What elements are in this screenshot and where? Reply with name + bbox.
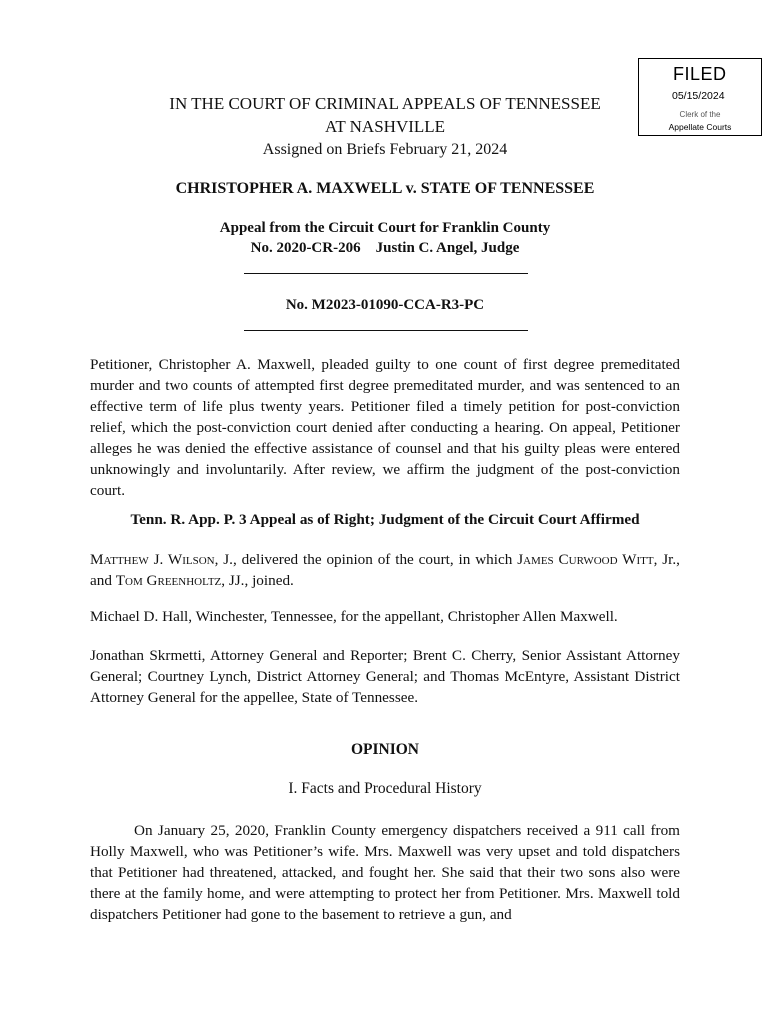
filed-date: 05/15/2024 [672, 90, 725, 102]
courts-label: Appellate Courts [668, 122, 732, 132]
opinion-heading: OPINION [350, 741, 420, 758]
clerk-label: Clerk of the [679, 110, 721, 119]
divider-top [244, 273, 528, 274]
section-heading: I. Facts and Procedural History [288, 780, 482, 797]
court-location: AT NASHVILLE [324, 117, 446, 136]
filed-label: FILED [673, 64, 727, 84]
assigned-date: Assigned on Briefs February 21, 2024 [262, 141, 508, 158]
opinion-author-paragraph: Matthew J. Wilson, J., delivered the opinion of the court, in which James Curwood Witt, Jr., and Tom Greenholtz, JJ., joined. [90, 551, 680, 589]
counsel-appellant: Michael D. Hall, Winchester, Tennessee, for the appellant, Christopher Allen Maxwell. [90, 608, 618, 625]
docket-number: No. M2023-01090-CCA-R3-PC [285, 297, 485, 313]
summary-paragraph: Petitioner, Christopher A. Maxwell, pleaded guilty to one count of first degree premeditated murder and two counts of attempted first degree premeditated murder, and was sentenced to an effective term of life plus twenty years. Petitioner filed a timely petition for post-conviction relief, which the post-conviction court denied after conducting a hearing. On appeal, Petitioner alleges he was denied the effective assistance of counsel and that his guilty pleas were entered unknowingly and involuntarily. After review, we affirm the judgment of the post-conviction court. [90, 356, 680, 499]
trial-docket-judge: No. 2020-CR-206 Justin C. Angel, Judge [250, 240, 520, 256]
judge-name: Tom Greenholtz [115, 572, 222, 589]
divider-bottom [244, 330, 528, 331]
body-paragraph: On January 25, 2020, Franklin County emergency dispatchers received a 911 call from Holly Maxwell, who was Petitioner’s wife. Mrs. Maxwell was very upset and told dispatchers that Petitioner had threatened, attacked, and fought her. She said that their two sons also were there at the family home, and were attempting to protect her from Petitioner. Mrs. Maxwell told dispatchers Petitioner had gone to the basement to retrieve a gun, and [90, 822, 680, 923]
court-name: IN THE COURT OF CRIMINAL APPEALS OF TENNESSEE [169, 94, 601, 113]
appeal-from: Appeal from the Circuit Court for Franklin County [219, 220, 551, 236]
judge-name: James Curwood Witt [517, 551, 654, 568]
disposition: Tenn. R. App. P. 3 Appeal as of Right; Judgment of the Circuit Court Affirmed [130, 511, 640, 528]
counsel-appellee: Jonathan Skrmetti, Attorney General and Reporter; Brent C. Cherry, Senior Assistant Attorney General; Courtney Lynch, District Attorney General; and Thomas McEntyre, Assistant District Attorney General for the appellee, State of Tennessee. [90, 647, 680, 706]
author-name: Matthew J. Wilson [90, 551, 215, 568]
case-title: CHRISTOPHER A. MAXWELL v. STATE OF TENNESSEE [175, 180, 595, 197]
